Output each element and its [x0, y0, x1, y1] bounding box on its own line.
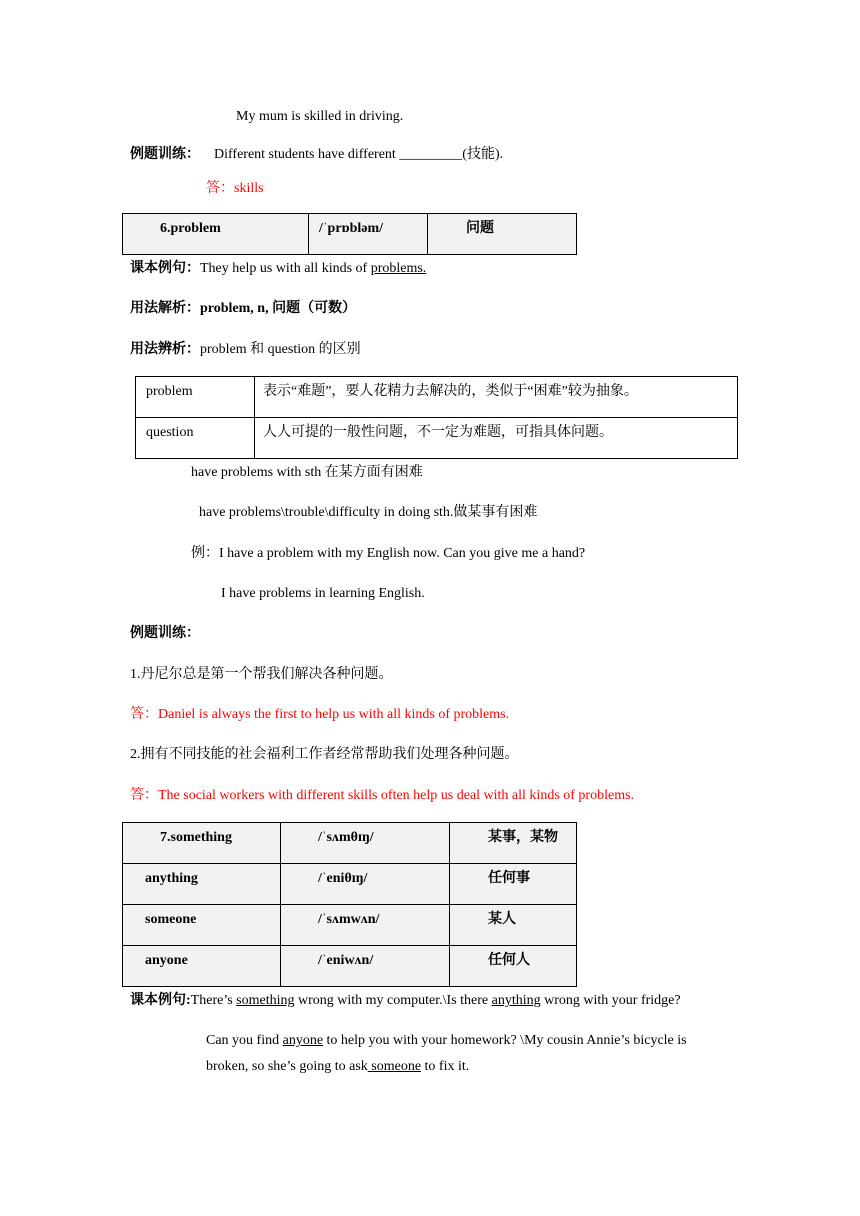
text-run: to fix it. — [421, 1059, 470, 1074]
text-run: Can you find — [206, 1033, 283, 1048]
usage-distinction-label: 用法辨析： — [130, 342, 200, 357]
vocab-phonetic: /ˈeniθɪŋ/ — [281, 864, 450, 905]
compare-table — [135, 376, 738, 459]
mum-example: My mum is skilled in driving. — [236, 109, 404, 124]
vocab-phonetic: /ˈprɒbləm/ — [309, 214, 428, 255]
vocab-meaning: 问题 — [428, 214, 577, 255]
vocab-meaning: 某人 — [450, 905, 577, 946]
usage-analysis-line — [130, 300, 356, 318]
practice-label: 例题训练： — [130, 626, 200, 641]
vocab-word: 7.something — [123, 823, 281, 864]
practice-label: 例题训练： — [130, 147, 200, 162]
vocab-phonetic: /ˈeniwʌn/ — [281, 946, 450, 987]
textbook-example-line — [206, 1032, 687, 1050]
text-run: to help you with your homework? \My cousin Annie’s bicycle is — [323, 1033, 687, 1048]
usage-analysis-text: problem, n, 问题（可数） — [200, 301, 357, 316]
vocab-word: someone — [123, 905, 281, 946]
vocab-table-7 — [122, 822, 577, 987]
textbook-label: 课本例句： — [130, 261, 200, 276]
underlined-word: something — [236, 993, 295, 1008]
text-run: broken, so she’s going to ask — [206, 1059, 368, 1074]
textbook-example-line — [130, 992, 681, 1010]
usage-distinction-text: problem 和 question 的区别 — [200, 342, 361, 357]
question-2: 2.拥有不同技能的社会福利工作者经常帮助我们处理各种问题。 — [130, 747, 519, 762]
vocab-meaning: 某事，某物 — [450, 823, 577, 864]
usage-analysis-label: 用法解析： — [130, 301, 200, 316]
practice-sentence: Different students have different _________(技能). — [214, 147, 504, 162]
answer-2: 答：The social workers with different skills often help us deal with all kinds of problems. — [130, 788, 635, 803]
vocab-meaning: 任何人 — [450, 946, 577, 987]
text-run: wrong with my computer.\Is there — [294, 993, 492, 1008]
vocab-phonetic: /ˈsʌmθɪŋ/ — [281, 823, 450, 864]
vocab-word: anything — [123, 864, 281, 905]
example-line: 例：I have a problem with my English now. Can you give me a hand? — [191, 546, 586, 561]
phrase-line: have problems with sth 在某方面有困难 — [191, 465, 423, 480]
underlined-word: problems. — [370, 261, 427, 276]
phrase-line: have problems\trouble\difficulty in doing sth.做某事有困难 — [199, 505, 538, 520]
compare-desc: 表示“难题”，要人花精力去解决的，类似于“困难”较为抽象。 — [255, 377, 738, 418]
textbook-label: 课本例句: — [130, 993, 191, 1008]
vocab-table-6 — [122, 213, 577, 255]
underlined-word: someone — [367, 1059, 422, 1074]
vocab-meaning: 任何事 — [450, 864, 577, 905]
compare-term: problem — [136, 377, 255, 418]
text-run: There’s — [190, 993, 237, 1008]
textbook-example-line — [206, 1058, 469, 1076]
vocab-word: anyone — [123, 946, 281, 987]
textbook-example-line — [130, 260, 426, 278]
vocab-phonetic: /ˈsʌmwʌn/ — [281, 905, 450, 946]
underlined-word: anything — [491, 993, 541, 1008]
example-line: I have problems in learning English. — [221, 586, 425, 601]
text-run: wrong with your fridge? — [540, 993, 681, 1008]
usage-distinction-line — [130, 341, 361, 359]
compare-term: question — [136, 418, 255, 459]
answer-1: 答：Daniel is always the first to help us with all kinds of problems. — [130, 707, 510, 722]
underlined-word: anyone — [282, 1033, 324, 1048]
answer-line: 答：skills — [206, 181, 264, 196]
textbook-sentence: They help us with all kinds of — [200, 261, 371, 276]
vocab-word: 6.problem — [123, 214, 309, 255]
question-1: 1.丹尼尔总是第一个帮我们解决各种问题。 — [130, 667, 393, 682]
compare-desc: 人人可提的一般性问题，不一定为难题，可指具体问题。 — [255, 418, 738, 459]
